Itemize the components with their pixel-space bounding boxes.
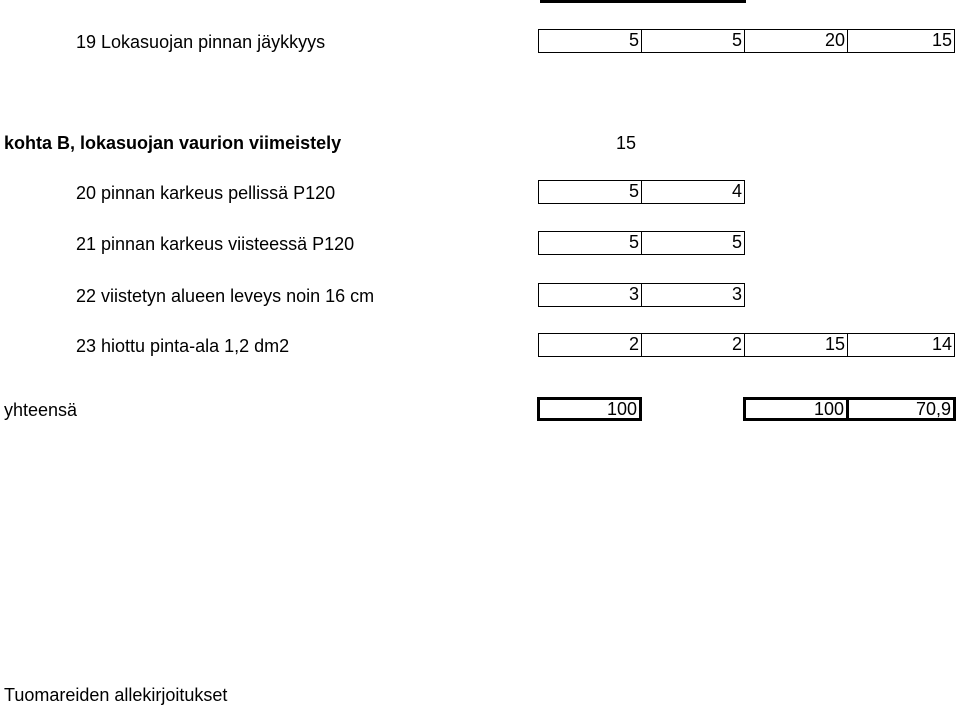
- row-23-cell-2: 2: [641, 333, 745, 357]
- row-20-cell-1: 5: [538, 180, 642, 204]
- row-20-cell-2: 4: [641, 180, 745, 204]
- row-19-label: 19 Lokasuojan pinnan jäykkyys: [76, 32, 326, 52]
- total-label: yhteensä: [4, 400, 78, 420]
- row-23-cell-1: 2: [538, 333, 642, 357]
- top-border-line: [540, 0, 746, 3]
- row-23-cell-4: 14: [847, 333, 955, 357]
- section-b-title: kohta B, lokasuojan vaurion viimeistely: [4, 133, 342, 153]
- row-23-label: 23 hiottu pinta-ala 1,2 dm2: [76, 336, 290, 356]
- row-22-label: 22 viistetyn alueen leveys noin 16 cm: [76, 286, 375, 306]
- row-22-cell-1: 3: [538, 283, 642, 307]
- signatures-label: Tuomareiden allekirjoitukset: [4, 685, 228, 705]
- row-19-cell-2: 5: [641, 29, 745, 53]
- row-20-label: 20 pinnan karkeus pellissä P120: [76, 183, 336, 203]
- row-19-cell-4: 15: [847, 29, 955, 53]
- row-19-cell-3: 20: [744, 29, 848, 53]
- total-cell-1: 100: [537, 397, 642, 421]
- row-22-cell-2: 3: [641, 283, 745, 307]
- section-b-value: 15: [616, 133, 637, 153]
- row-21-cell-2: 5: [641, 231, 745, 255]
- row-21-label: 21 pinnan karkeus viisteessä P120: [76, 234, 355, 254]
- row-19-cell-1: 5: [538, 29, 642, 53]
- row-23-cell-3: 15: [744, 333, 848, 357]
- total-cell-4: 70,9: [846, 397, 956, 421]
- row-21-cell-1: 5: [538, 231, 642, 255]
- total-cell-3: 100: [743, 397, 849, 421]
